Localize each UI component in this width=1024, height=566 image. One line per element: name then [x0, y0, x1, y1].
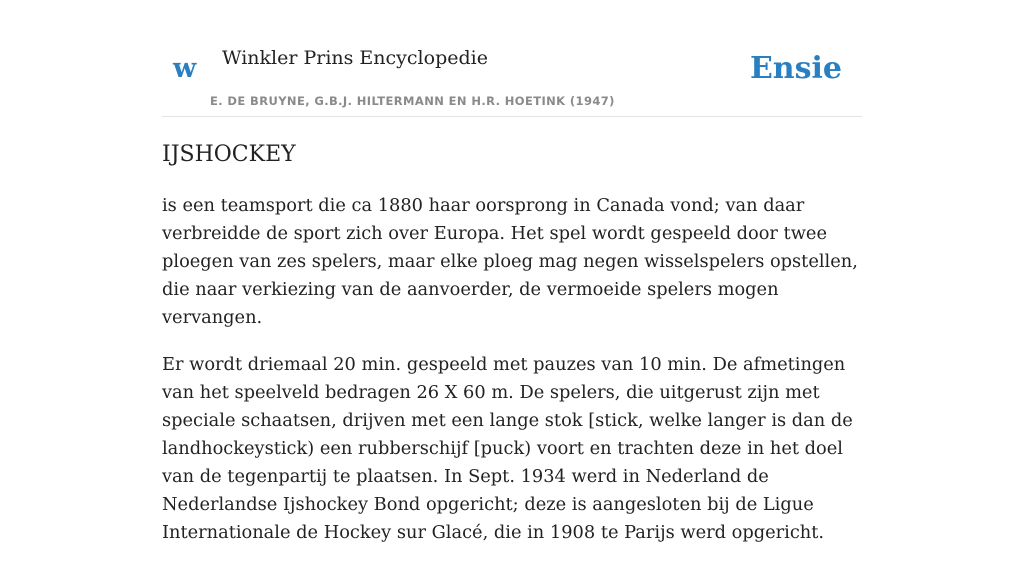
book-title[interactable]: Winkler Prins Encyclopedie: [222, 47, 488, 69]
entry-title: IJSHOCKEY: [162, 142, 296, 167]
entry-paragraph: is een teamsport die ca 1880 haar oorsprong in Canada vond; van daar verbreidde de sport zich over Europa. Het spel wordt gespeeld door twee ploegen van zes spelers, maar elke ploeg mag negen wisselspelers opstellen, die naar verkiezing van de aanvoerder, de vermoeide spelers mogen vervangen.: [162, 195, 858, 328]
book-authors: E. DE BRUYNE, G.B.J. HILTERMANN EN H.R. HOETINK (1947): [210, 94, 615, 108]
entry-body: [162, 192, 862, 566]
page-header: [162, 0, 862, 117]
entry-paragraph: Er wordt driemaal 20 min. gespeeld met pauzes van 10 min. De afmetingen van het speelveld bedragen 26 X 60 m. De spelers, die uitgerust zijn met speciale schaatsen, drijven met een lange stok [stick, welke langer is dan de landhockeystick) een rubberschijf [puck) voort en trachten deze in het doel van de tegenpartij te plaatsen. In Sept. 1934 werd in Nederland de Nederlandse Ijshockey Bond opgericht; deze is aangesloten bij de Ligue Internationale de Hockey sur Glacé, die in 1908 te Parijs werd opgericht.: [162, 354, 853, 543]
winkler-prins-logo[interactable]: w: [173, 53, 197, 84]
ensie-logo[interactable]: Ensie: [749, 51, 842, 86]
